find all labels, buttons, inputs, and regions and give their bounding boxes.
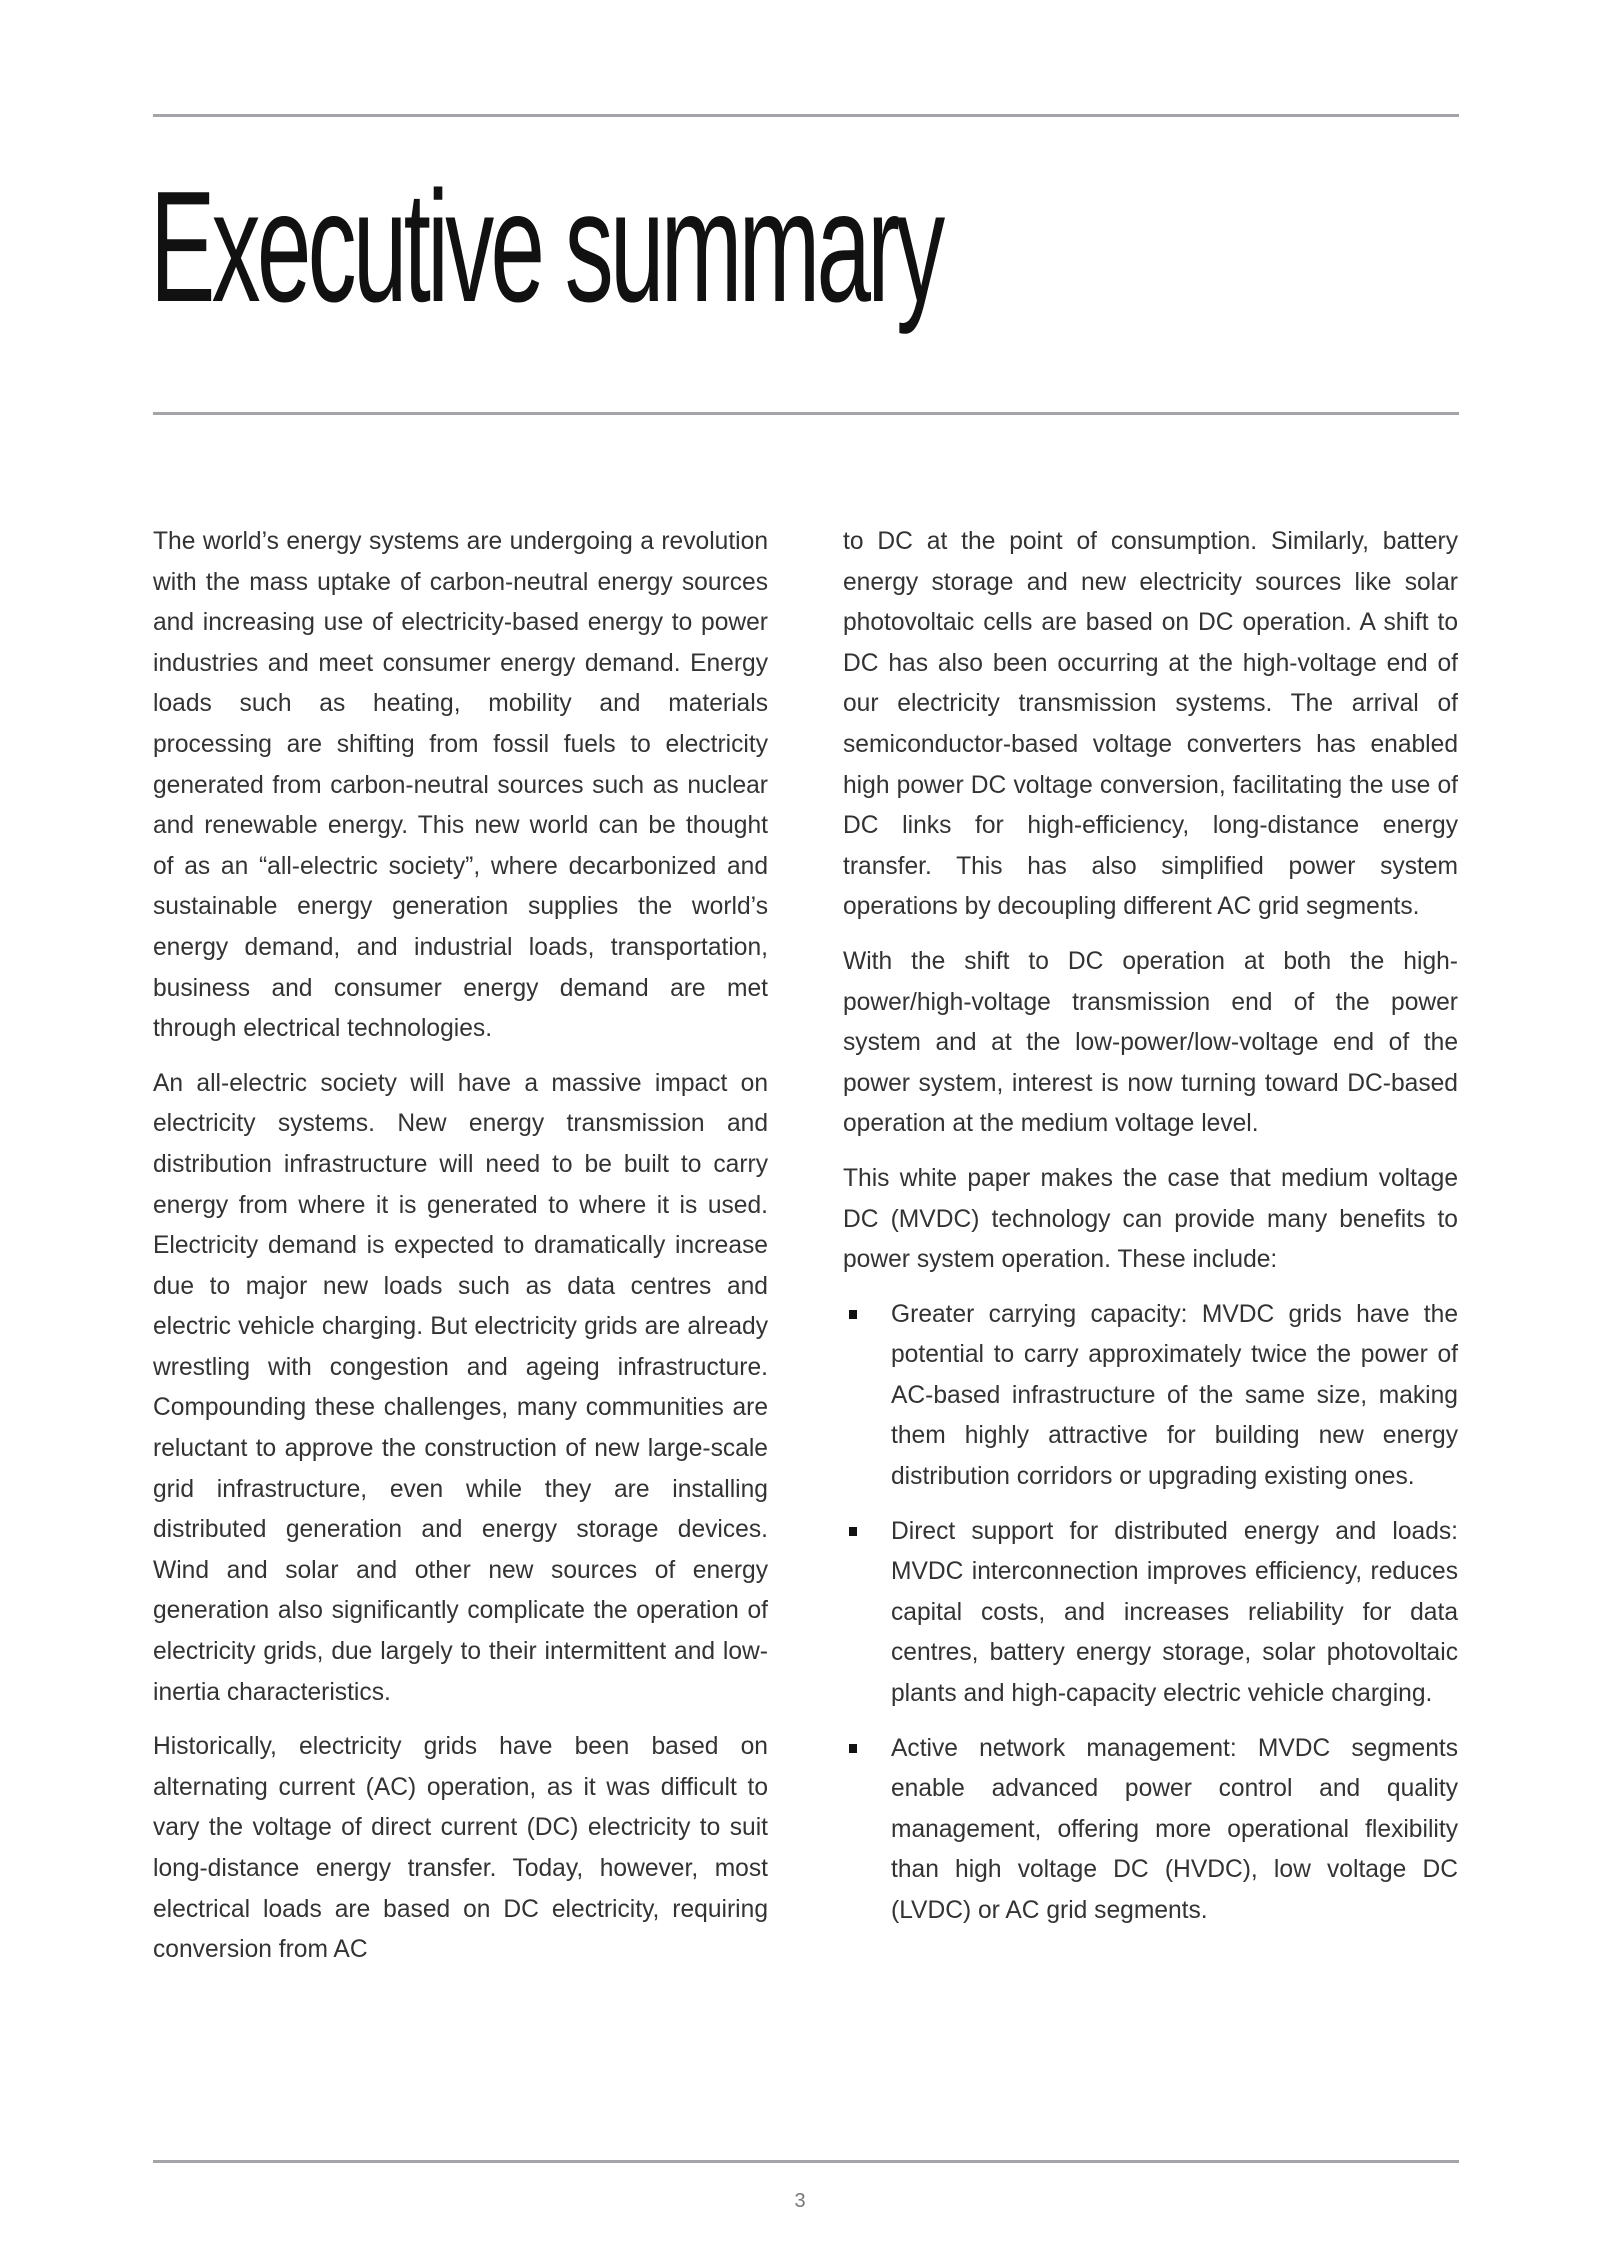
square-bullet-icon: [849, 1527, 857, 1536]
list-item: [843, 1729, 1458, 1932]
paragraph: to DC at the point of consumption. Similarly, battery energy storage and new electricity sources like solar photovoltaic cells are based on DC operation. A shift to DC has also been occurring at the high-voltage end of our electricity transmission systems. The arrival of semiconductor-based voltage converters has enabled high power DC voltage conversion, facilitating the use of DC links for high-efficiency, long-distance energy transfer. This has also simplified power system operations by decoupling different AC grid segments.: [843, 528, 1458, 921]
list-item-text: Greater carrying capacity: MVDC grids have the potential to carry approximately twice the power of AC-based infrastructure of the same size, making them highly attractive for building new energy distribution corridors or upgrading existing ones.: [891, 1300, 1458, 1491]
page-number: 3: [794, 2190, 806, 2212]
page-title: Executive summary: [150, 159, 942, 335]
right-column: [843, 522, 1458, 1946]
paragraph: This white paper makes the case that medium voltage DC (MVDC) technology can provide many benefits to power system operation. These include:: [843, 1164, 1458, 1274]
list-item-text: Active network management: MVDC segments enable advanced power control and quality management, offering more operational flexibility than high voltage DC (HVDC), low voltage DC (LVDC) or AC grid segments.: [891, 1734, 1458, 1924]
list-item: [843, 1512, 1458, 1715]
paragraph: The world’s energy systems are undergoing a revolution with the mass uptake of carbon-neutral energy sources and increasing use of electricity-based energy to power industries and meet consumer energy demand. Energy loads such as heating, mobility and materials processing are shifting from fossil fuels to electricity generated from carbon-neutral sources such as nuclear and renewable energy. This new world can be thought of as an “all-electric society”, where decarbonized and sustainable energy generation supplies the world’s energy demand, and industrial loads, transportation, business and consumer energy demand are met through electrical technologies.: [153, 528, 768, 1043]
paragraph: An all-electric society will have a massive impact on electricity systems. New energy transmission and distribution infrastructure will need to be built to carry energy from where it is generated to where it is used. Electricity demand is expected to dramatically increase due to major new loads such as data centres and electric vehicle charging. But electricity grids are already wrestling with congestion and ageing infrastructure. Compounding these challenges, many communities are reluctant to approve the construction of new large-scale grid infrastructure, even while they are installing distributed generation and energy storage devices. Wind and solar and other new sources of energy generation also significantly complicate the operation of electricity grids, due largely to their intermittent and low-inertia characteristics.: [153, 1069, 768, 1706]
square-bullet-icon: [849, 1744, 857, 1753]
left-column: [153, 522, 768, 1985]
paragraph: With the shift to DC operation at both the high-power/high-voltage transmission end of the power system and at the low-power/low-voltage end of the power system, interest is now turning toward DC-based operation at the medium voltage level.: [843, 947, 1458, 1138]
square-bullet-icon: [849, 1310, 857, 1319]
benefits-list: [843, 1295, 1458, 1932]
footer-divider: [153, 2160, 1459, 2163]
list-item: [843, 1295, 1458, 1498]
paragraph: Historically, electricity grids have been based on alternating current (AC) operation, as it was difficult to vary the voltage of direct current (DC) electricity to suit long-distance energy transfer. Today, however, most electrical loads are based on DC electricity, requiring conversion from AC: [153, 1733, 768, 1964]
title-divider: [153, 412, 1459, 415]
top-divider: [153, 114, 1459, 117]
list-item-text: Direct support for distributed energy and loads: MVDC interconnection improves efficiency, reduces capital costs, and increases reliability for data centres, battery energy storage, solar photovoltaic plants and high-capacity electric vehicle charging.: [891, 1517, 1458, 1708]
